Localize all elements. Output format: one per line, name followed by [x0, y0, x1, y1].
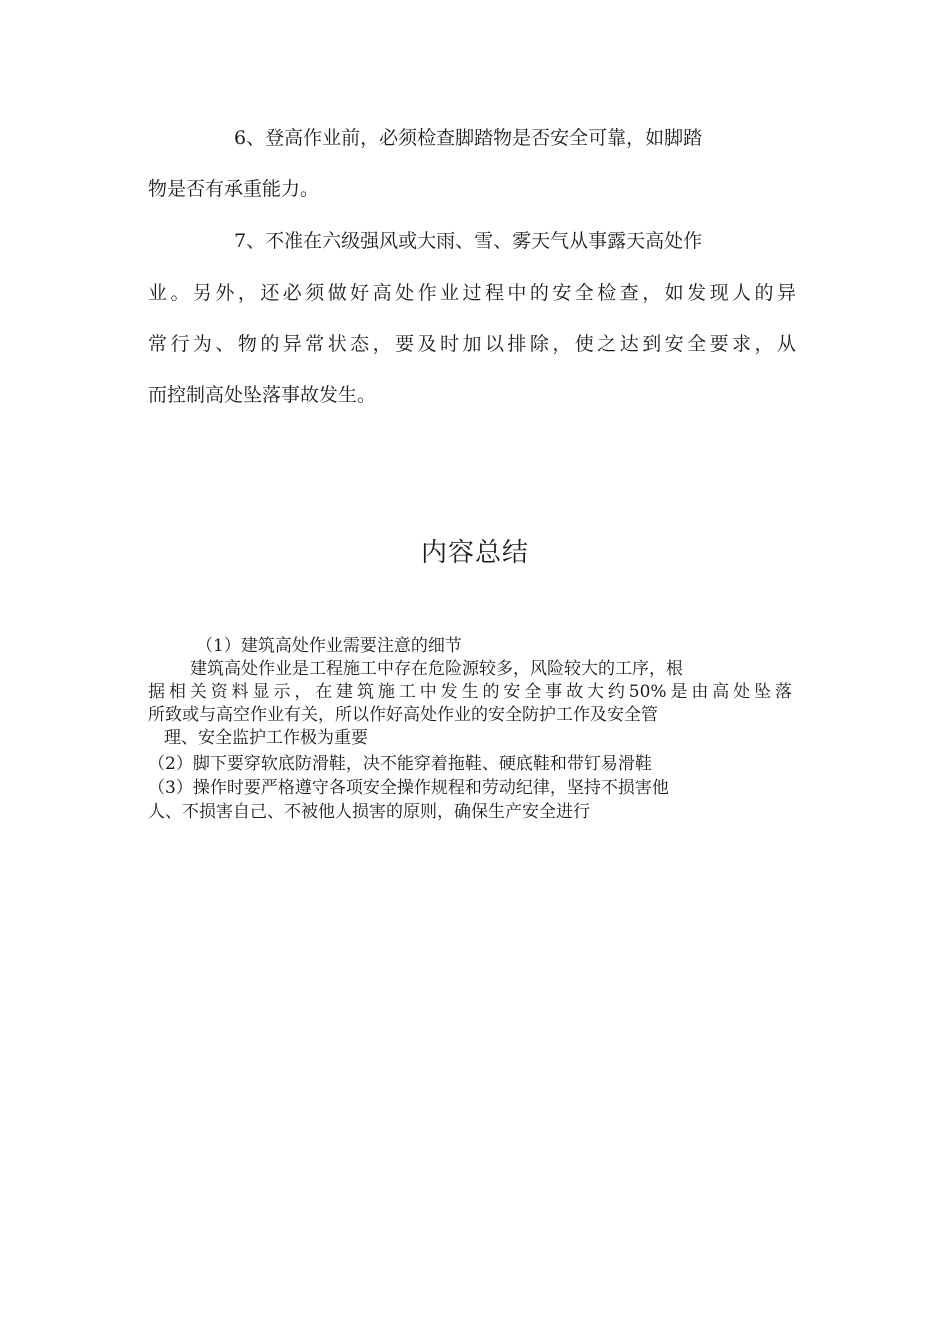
summary-p3-line1: （3）操作时要严格遵守各项安全操作规程和劳动纪律，坚持不损害他 — [148, 778, 669, 798]
summary-p3-line2: 人、不损害自己、不被他人损害的原则，确保生产安全进行 — [148, 802, 590, 822]
summary-title: 内容总结 — [420, 538, 529, 568]
item7-line3: 常行为、物的异常状态，要及时加以排除，使之达到安全要求，从 — [148, 333, 796, 355]
item6-line2: 物是否有承重能力。 — [148, 178, 320, 200]
summary-p1-line3: 所致或与高空作业有关，所以作好高处作业的安全防护工作及安全管 — [148, 705, 658, 725]
summary-p1-line4: 理、安全监护工作极为重要 — [164, 728, 368, 748]
summary-p2: （2）脚下要穿软底防滑鞋，决不能穿着拖鞋、硬底鞋和带钉易滑鞋 — [148, 754, 652, 774]
summary-p1-line1: 建筑高处作业是工程施工中存在危险源较多，风险较大的工序，根 — [190, 659, 683, 679]
item7-line2: 业。另外，还必须做好高处作业过程中的安全检查，如发现人的异 — [148, 282, 796, 304]
item7-line1: 7、不准在六级强风或大雨、雪、雾天气从事露天高处作 — [234, 230, 703, 252]
summary-p1-line2: 据相关资料显示，在建筑施工中发生的安全事故大约50%是由高处坠落 — [148, 682, 792, 702]
summary-p1-heading: （1）建筑高处作业需要注意的细节 — [196, 636, 462, 656]
item7-line4: 而控制高处坠落事故发生。 — [148, 384, 377, 406]
item6-line1: 6、登高作业前，必须检查脚踏物是否安全可靠，如脚踏 — [234, 127, 703, 149]
